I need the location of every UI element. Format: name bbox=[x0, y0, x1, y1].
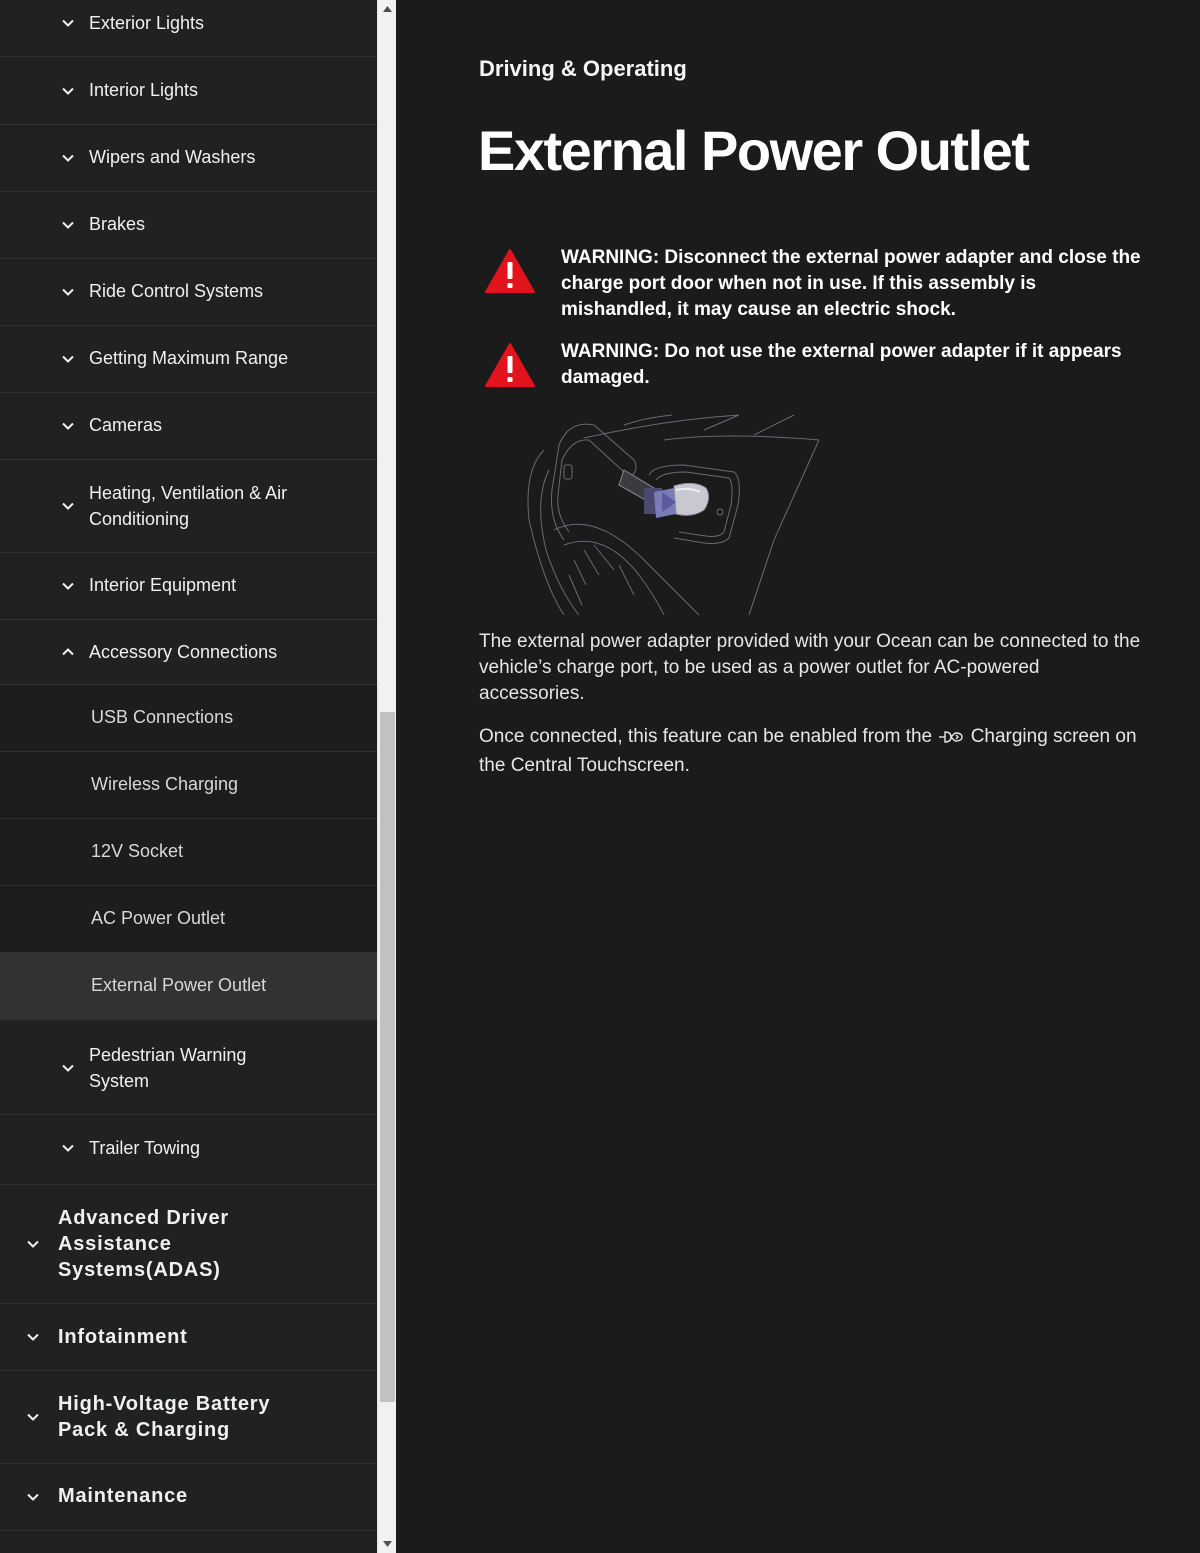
warning-triangle-icon bbox=[484, 248, 536, 294]
sidebar-item-label: Heating, Ventilation & Air Conditioning bbox=[89, 483, 288, 529]
sidebar-item-high-voltage-battery-pack-charging[interactable] bbox=[0, 1371, 377, 1464]
chevron-down-icon bbox=[60, 217, 76, 233]
sidebar-item-brakes[interactable] bbox=[0, 192, 377, 259]
warning-text: WARNING: Disconnect the external power adapter and close the charge port door when not in use. If this assembly is mishandled, it may cause an electric shock. bbox=[561, 247, 1141, 320]
sidebar-item-trailer-towing[interactable] bbox=[0, 1115, 377, 1185]
sidebar-item-label: AC Power Outlet bbox=[91, 908, 226, 928]
sidebar-item-label: Ride Control Systems bbox=[89, 281, 264, 301]
sidebar-item-label: Pedestrian Warning System bbox=[89, 1045, 247, 1091]
chevron-down-icon bbox=[60, 83, 76, 99]
warning-block bbox=[479, 339, 1159, 395]
chevron-down-icon bbox=[60, 351, 76, 367]
scroll-up-arrow-icon[interactable] bbox=[378, 0, 397, 18]
chevron-down-icon bbox=[25, 1489, 41, 1505]
chevron-down-icon bbox=[60, 418, 76, 434]
warning-text: WARNING: Do not use the external power adapter if it appears damaged. bbox=[561, 341, 1122, 388]
sidebar-item-label: Wireless Charging bbox=[91, 774, 239, 794]
chevron-up-icon bbox=[60, 644, 76, 660]
sidebar-item-label: USB Connections bbox=[91, 707, 234, 727]
charging-plug-icon bbox=[937, 729, 965, 745]
sidebar-item-label: Accessory Connections bbox=[89, 642, 278, 662]
sidebar-item-label: Infotainment bbox=[58, 1326, 188, 1348]
sidebar-item-interior-lights[interactable] bbox=[0, 58, 377, 125]
sidebar-nav bbox=[0, 0, 377, 1553]
chevron-down-icon bbox=[60, 15, 76, 31]
sidebar-item-heating-ventilation-air-conditioning[interactable] bbox=[0, 460, 377, 553]
sidebar-item-12v-socket[interactable] bbox=[0, 819, 377, 886]
sidebar-item-maintenance[interactable] bbox=[0, 1464, 377, 1531]
chevron-down-icon bbox=[60, 578, 76, 594]
sidebar-item-adas[interactable] bbox=[0, 1186, 377, 1304]
warning-block bbox=[479, 245, 1159, 325]
sidebar-item-ac-power-outlet[interactable] bbox=[0, 886, 377, 953]
sidebar-item-usb-connections[interactable] bbox=[0, 685, 377, 752]
sidebar-item-label: Interior Lights bbox=[89, 80, 199, 100]
sidebar-item-label: External Power Outlet bbox=[91, 975, 267, 995]
section-title: Driving & Operating bbox=[479, 56, 687, 81]
instruction-paragraph bbox=[479, 722, 1149, 780]
sidebar-item-label: Wipers and Washers bbox=[89, 147, 256, 167]
page-title: External Power Outlet bbox=[478, 119, 1029, 182]
sidebar-item-label: Getting Maximum Range bbox=[89, 348, 289, 368]
sidebar-item-label: Maintenance bbox=[58, 1485, 188, 1507]
sidebar-item-accessory-connections[interactable] bbox=[0, 620, 377, 685]
sidebar-item-wipers-and-washers[interactable] bbox=[0, 125, 377, 192]
chevron-down-icon bbox=[60, 498, 76, 514]
sidebar-item-wireless-charging[interactable] bbox=[0, 752, 377, 819]
sidebar-item-label: Advanced Driver Assistance Systems(ADAS) bbox=[58, 1207, 229, 1281]
external-power-adapter-illustration bbox=[524, 410, 824, 615]
sidebar-item-label: Cameras bbox=[89, 415, 163, 435]
warning-triangle-icon bbox=[484, 342, 536, 388]
sidebar-item-cameras[interactable] bbox=[0, 393, 377, 460]
instruction-text-before: Once connected, this feature can be enabled from the bbox=[479, 726, 933, 747]
scroll-down-arrow-icon[interactable] bbox=[378, 1535, 397, 1553]
sidebar-item-exterior-lights[interactable] bbox=[0, 0, 377, 57]
sidebar-item-label: High-Voltage Battery Pack & Charging bbox=[58, 1393, 271, 1441]
sidebar-scrollbar[interactable] bbox=[377, 0, 396, 1553]
scrollbar-thumb[interactable] bbox=[380, 712, 395, 1402]
sidebar-item-infotainment[interactable] bbox=[0, 1304, 377, 1371]
chevron-down-icon bbox=[60, 1140, 76, 1156]
sidebar-item-external-power-outlet[interactable] bbox=[0, 953, 377, 1020]
sidebar-item-label: Trailer Towing bbox=[89, 1138, 201, 1158]
sidebar-item-pedestrian-warning-system[interactable] bbox=[0, 1022, 377, 1115]
chevron-down-icon bbox=[60, 1060, 76, 1076]
instruction-text-after: Charging screen on the Central Touchscreen. bbox=[479, 726, 1137, 776]
chevron-down-icon bbox=[25, 1236, 41, 1252]
sidebar-item-label: 12V Socket bbox=[91, 841, 184, 861]
sidebar-item-label: Brakes bbox=[89, 214, 146, 234]
sidebar-item-ride-control-systems[interactable] bbox=[0, 259, 377, 326]
chevron-down-icon bbox=[60, 150, 76, 166]
sidebar-item-interior-equipment[interactable] bbox=[0, 553, 377, 620]
sidebar-item-label: Exterior Lights bbox=[89, 13, 205, 33]
chevron-down-icon bbox=[25, 1409, 41, 1425]
sidebar-item-getting-maximum-range[interactable] bbox=[0, 326, 377, 393]
main-content bbox=[396, 0, 1200, 1553]
chevron-down-icon bbox=[25, 1329, 41, 1345]
chevron-down-icon bbox=[60, 284, 76, 300]
sidebar-item-label: Interior Equipment bbox=[89, 575, 237, 595]
description-paragraph: The external power adapter provided with your Ocean can be connected to the vehicle’s charge port, to be used as a power outlet for AC-powered accessories. bbox=[479, 631, 1141, 704]
